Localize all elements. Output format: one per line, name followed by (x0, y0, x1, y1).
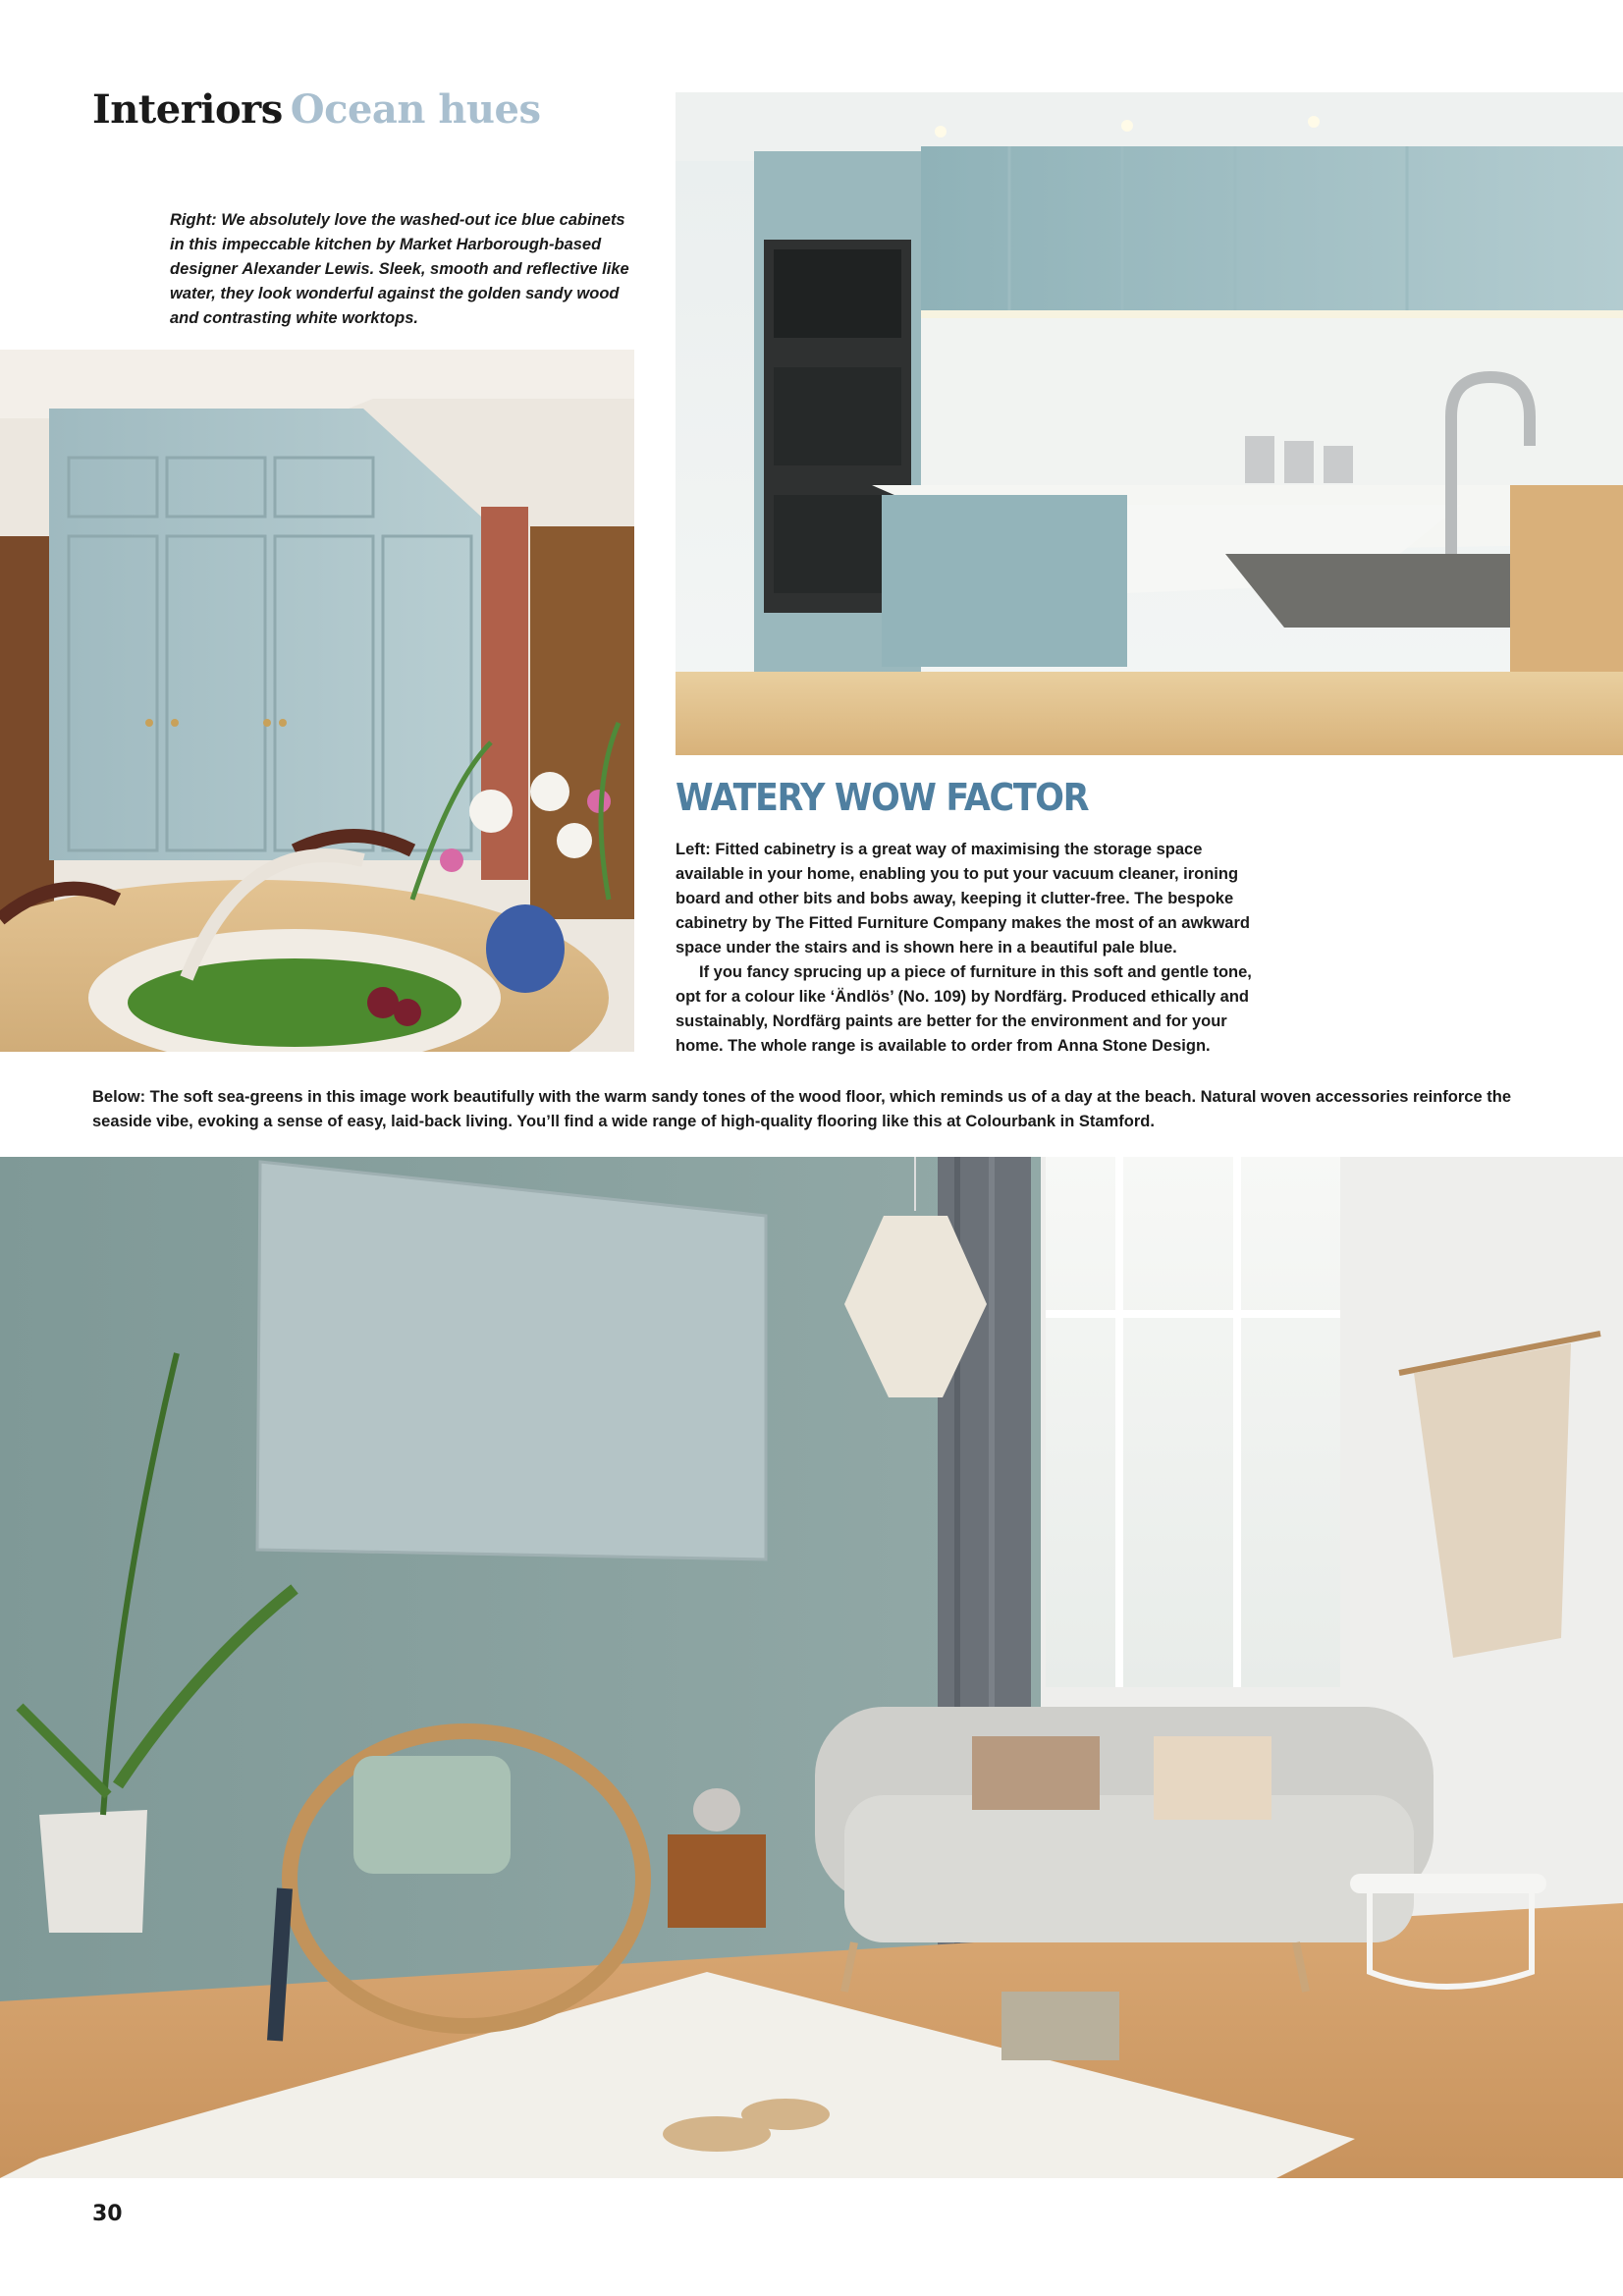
body-text-span: If you fancy sprucing up a piece of furniture in this soft and gentle tone, opt for a colour like ‘Ändlös’ (No. 109) by Nordfärg. Produced ethically and sustainably, Nordfärg paints are better for the environment and for your home. The whole range is available to order from (676, 963, 1252, 1055)
page-number: 30 (92, 2202, 123, 2226)
body-paragraph-1 (676, 838, 1274, 960)
designer-name: Alexander Lewis. (242, 260, 375, 278)
pantry-photo (0, 350, 634, 1052)
page-header (92, 86, 540, 133)
kitchen-caption (170, 208, 641, 331)
caption-text-end: in Stamford. (1055, 1113, 1155, 1130)
flooring-company: Colourbank (965, 1113, 1056, 1130)
body-text-span: makes the most of an awkward space under the stairs and is shown here in a beautiful pale blue. (676, 914, 1250, 957)
body-text-span: Left: Fitted cabinetry is a great way of maximising the storage space available in your home, enabling you to put your vacuum cleaner, ironing board and other bits and bobs away, keeping it clutter-free. The bespoke cabinetry by (676, 841, 1239, 932)
section-title: Interiors (92, 86, 283, 133)
company-name: The Fitted Furniture Company (775, 914, 1007, 932)
headline: WATERY WOW FACTOR (676, 776, 1089, 819)
living-room-caption (92, 1085, 1545, 1134)
stockist-name: Anna Stone Design. (1056, 1037, 1211, 1055)
living-room-photo (0, 1157, 1623, 2178)
body-text (676, 838, 1274, 1059)
kitchen-caption-text-end: Sleek, smooth and reflective like water, they look wonderful against the golden sandy wood and contrasting white worktops. (170, 260, 629, 327)
caption-text: Below: The soft sea-greens in this image work beautifully with the warm sandy tones of the wood floor, which reminds us of a day at the beach. Natural woven accessories reinforce the seaside vibe, evoking a sense of easy, laid-back living. You’ll find a wide range of high-quality flooring like this at (92, 1088, 1511, 1130)
topic-title: Ocean hues (290, 86, 541, 133)
kitchen-photo (676, 92, 1623, 755)
kitchen-caption-text: Right: We absolutely love the washed-out ice blue cabinets in this impeccable kitchen by Market Harborough-based designer (170, 211, 625, 278)
body-paragraph-2 (676, 960, 1274, 1059)
